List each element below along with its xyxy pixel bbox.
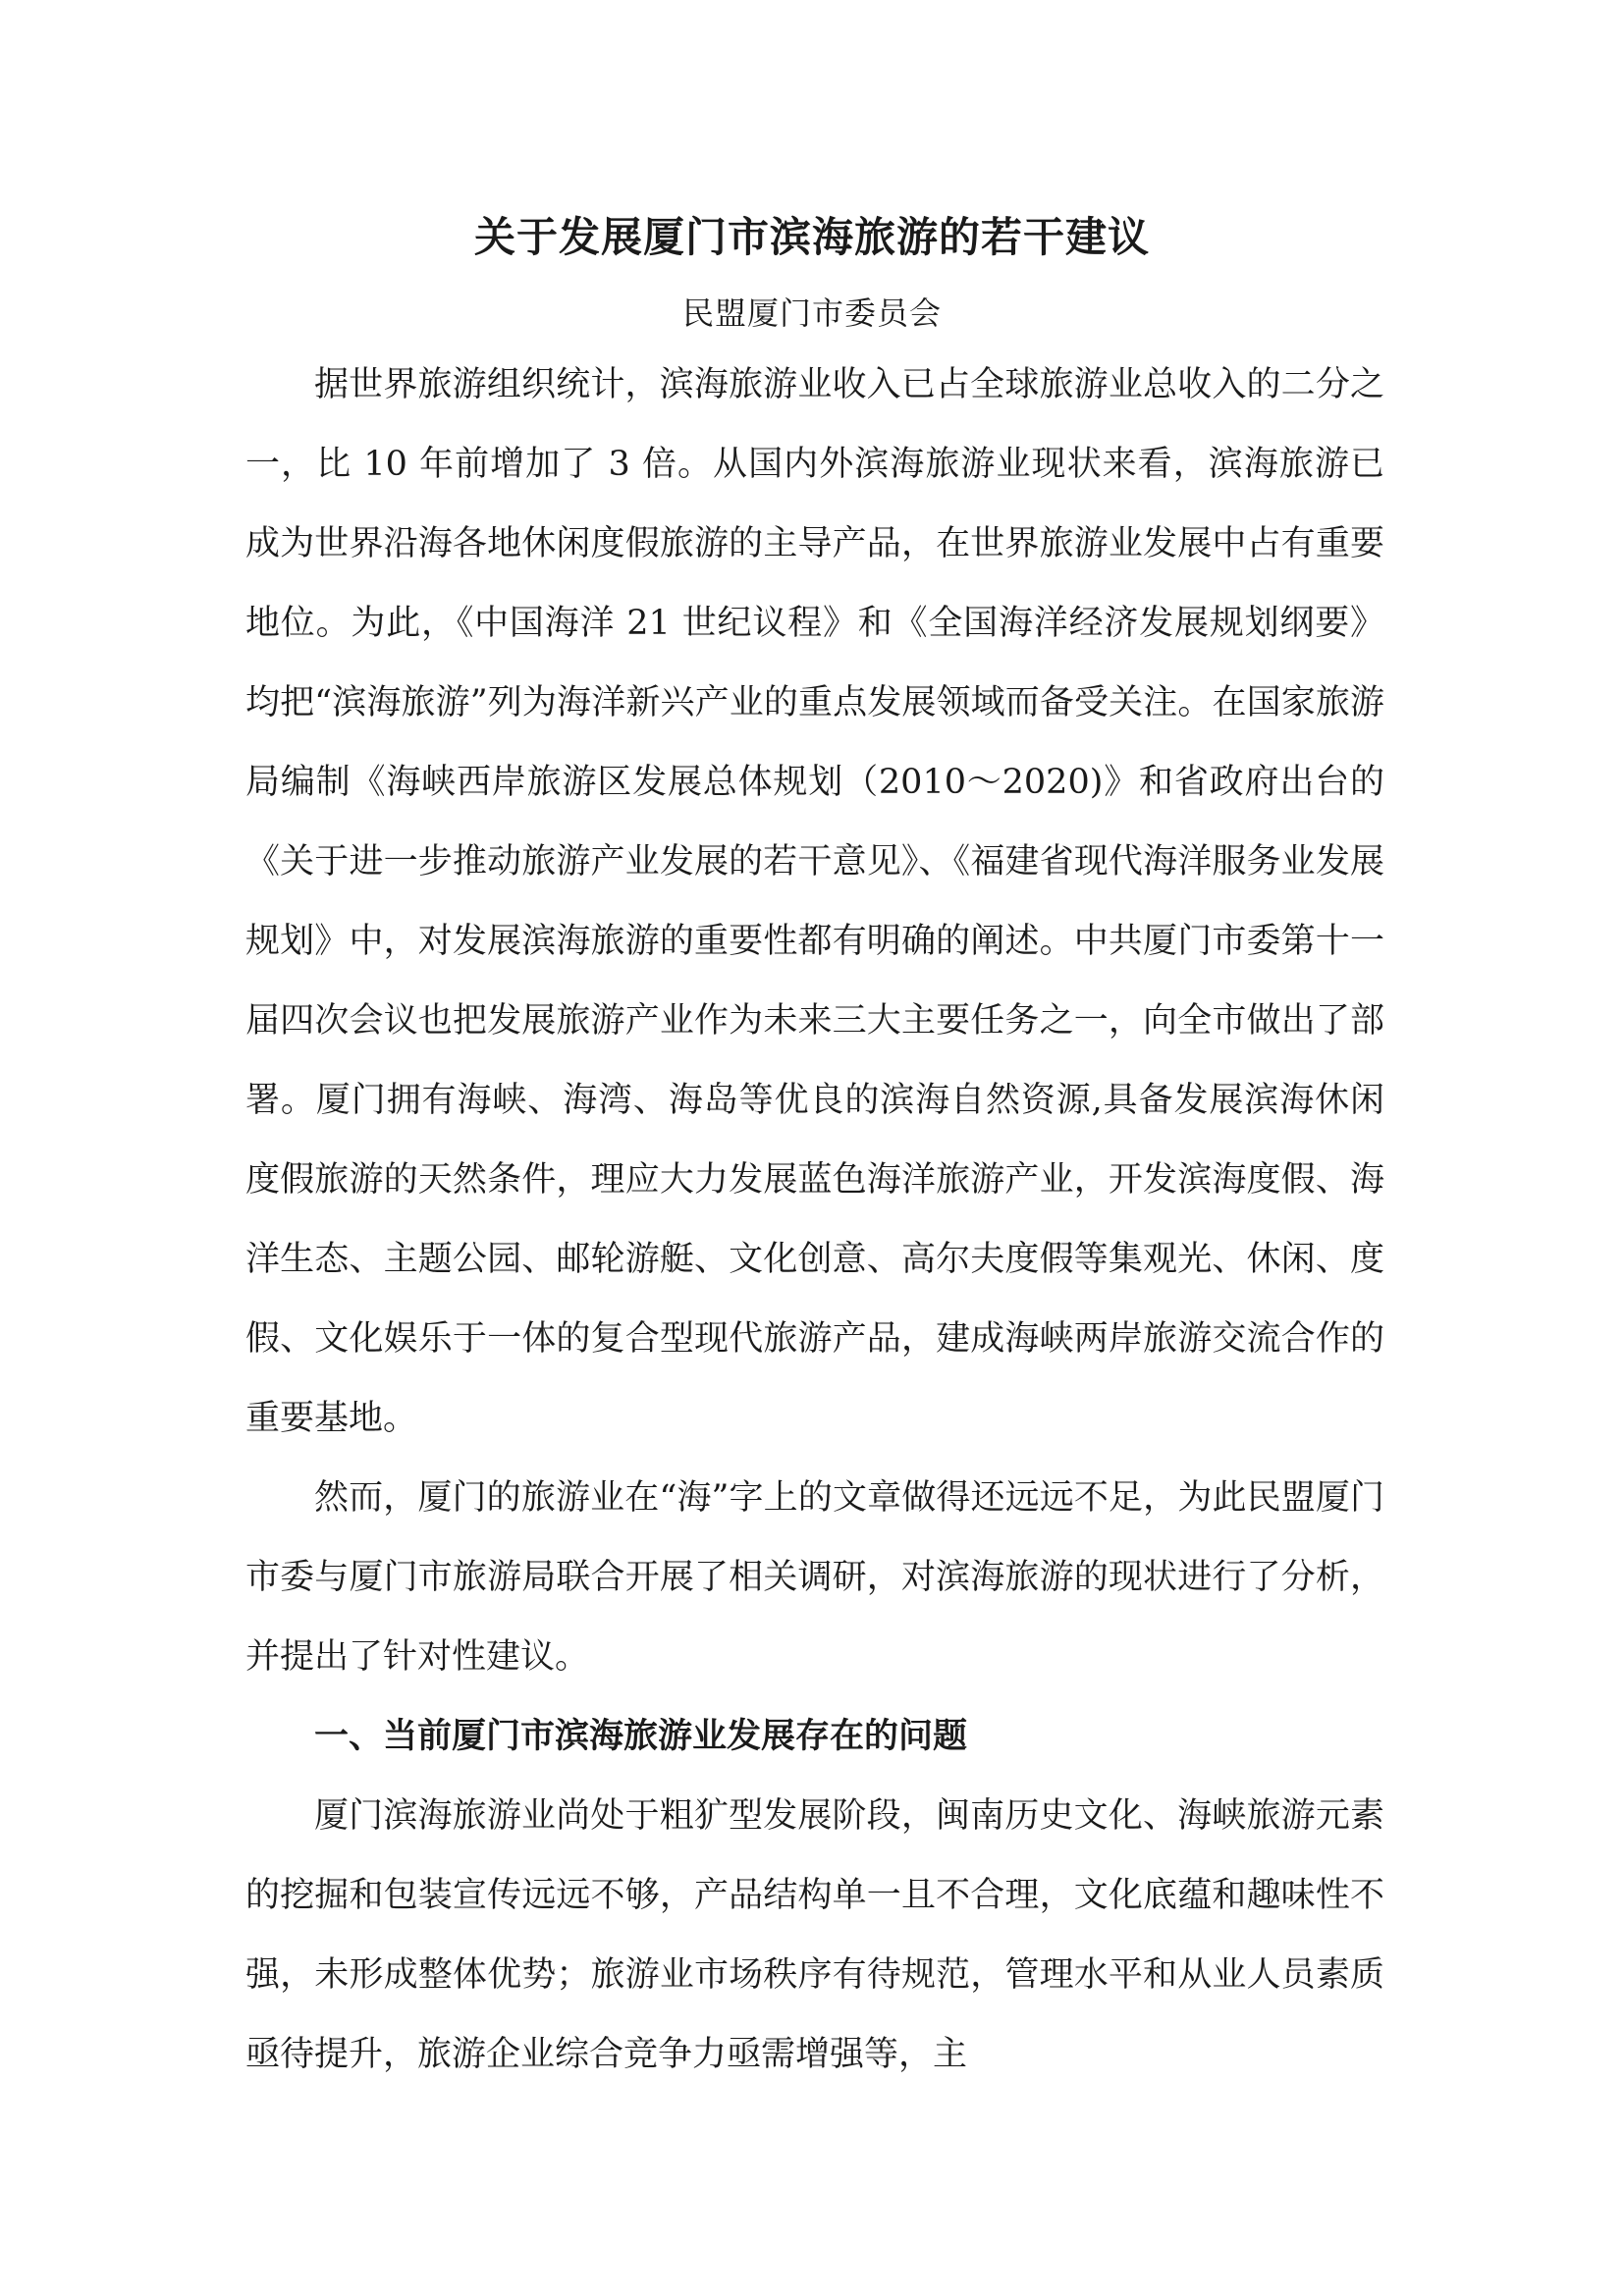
document-title: 关于发展厦门市滨海旅游的若干建议 <box>473 213 1150 261</box>
body-paragraph-intro: 据世界旅游组织统计，滨海旅游业收入已占全球旅游业总收入的二分之一，比 10 年前增加了 3 倍。从国内外滨海旅游业现状来看，滨海旅游已成为世界沿海各地休闲度假旅游的主导产品，在世界旅游业发展中占有重要地位。为此，《中国海洋 21 世纪议程》和《全国海洋经济发展规划纲要》均把“滨海旅游”列为海洋新兴产业的重点发展领域而备受关注。在国家旅游局编制《海峡西岸旅游区发展总体规划（2010～2020)》和省政府出台的《关于进一步推动旅游产业发展的若干意见》、《福建省现代海洋服务业发展规划》中，对发展滨海旅游的重要性都有明确的阐述。中共厦门市委第十一届四次会议也把发展旅游产业作为未来三大主要任务之一，向全市做出了部署。厦门拥有海峡、海湾、海岛等优良的滨海自然资源,具备发展滨海休闲度假旅游的天然条件，理应大力发展蓝色海洋旅游产业，开发滨海度假、海洋生态、主题公园、邮轮游艇、文化创意、高尔夫度假等集观光、休闲、度假、文化娱乐于一体的复合型现代旅游产品，建成海峡两岸旅游交流合作的重要基地。 <box>245 365 1384 1438</box>
body-paragraph-research: 然而，厦门的旅游业在“海”字上的文章做得还远远不足，为此民盟厦门市委与厦门市旅游局联合开展了相关调研，对滨海旅游的现状进行了分析，并提出了针对性建议。 <box>245 1478 1384 1677</box>
document-body <box>245 346 1384 2095</box>
section-heading: 一、当前厦门市滨海旅游业发展存在的问题 <box>314 1717 968 1756</box>
section-paragraph: 厦门滨海旅游业尚处于粗犷型发展阶段，闽南历史文化、海峡旅游元素的挖掘和包装宣传远远不够，产品结构单一且不合理，文化底蕴和趣味性不强，未形成整体优势；旅游业市场秩序有待规范，管理水平和从业人员素质亟待提升，旅游企业综合竞争力亟需增强等，主 <box>245 1796 1384 2074</box>
document-author: 民盟厦门市委员会 <box>681 294 942 332</box>
